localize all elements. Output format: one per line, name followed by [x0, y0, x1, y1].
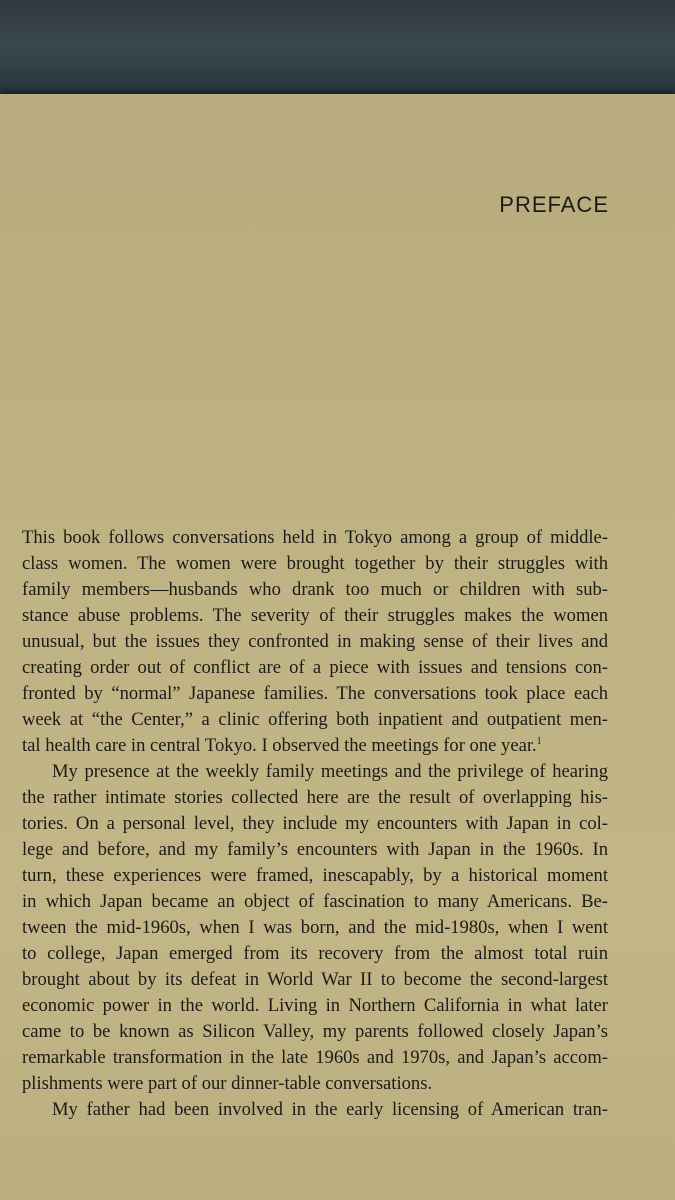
text-line: week at “the Center,” a clinic offering both inpatient and outpatient men-	[22, 709, 608, 730]
text-line: This book follows conversations held in Tokyo among a group of middle-	[22, 527, 608, 548]
text-line: came to be known as Silicon Valley, my parents followed closely Japan’s	[22, 1021, 608, 1042]
text-line: brought about by its defeat in World War II to become the second-largest	[22, 969, 608, 990]
text-line: turn, these experiences were framed, inescapably, by a historical moment	[22, 865, 608, 886]
text-line: creating order out of conflict are of a piece with issues and tensions con-	[22, 657, 608, 678]
text-line: family members—husbands who drank too much or children with sub-	[22, 579, 608, 600]
text-line: class women. The women were brought together by their struggles with	[22, 553, 608, 574]
paragraph-2	[22, 759, 608, 1097]
body-text	[22, 525, 608, 1123]
book-page	[0, 94, 675, 1200]
text-line: lege and before, and my family’s encounters with Japan in the 1960s. In	[22, 839, 608, 860]
text-line: the rather intimate stories collected here are the result of overlapping his-	[22, 787, 608, 808]
text-line: tories. On a personal level, they include my encounters with Japan in col-	[22, 813, 608, 834]
text-line: stance abuse problems. The severity of their struggles makes the women	[22, 605, 608, 626]
text-line: My father had been involved in the early licensing of American tran-	[52, 1099, 608, 1120]
text-line: fronted by “normal” Japanese families. The conversations took place each	[22, 683, 608, 704]
text-line: to college, Japan emerged from its recovery from the almost total ruin	[22, 943, 608, 964]
text-line: tween the mid-1960s, when I was born, and the mid-1980s, when I went	[22, 917, 608, 938]
chapter-heading: PREFACE	[499, 192, 609, 217]
paragraph-3	[22, 1097, 608, 1123]
text-line: remarkable transformation in the late 1960s and 1970s, and Japan’s accom-	[22, 1047, 608, 1068]
desk-background	[0, 0, 675, 100]
text-line: unusual, but the issues they confronted in making sense of their lives and	[22, 631, 608, 652]
text-line: plishments were part of our dinner-table conversations.	[22, 1073, 433, 1094]
text-line: in which Japan became an object of fascination to many Americans. Be-	[22, 891, 608, 912]
text-line: tal health care in central Tokyo. I observed the meetings for one year.	[22, 735, 537, 756]
text-line: economic power in the world. Living in Northern California in what later	[22, 995, 608, 1016]
footnote-marker[interactable]: 1	[536, 736, 542, 747]
paragraph-1	[22, 525, 608, 759]
text-line-with-footnote	[22, 733, 608, 759]
text-line: My presence at the weekly family meetings and the privilege of hearing	[52, 761, 608, 782]
